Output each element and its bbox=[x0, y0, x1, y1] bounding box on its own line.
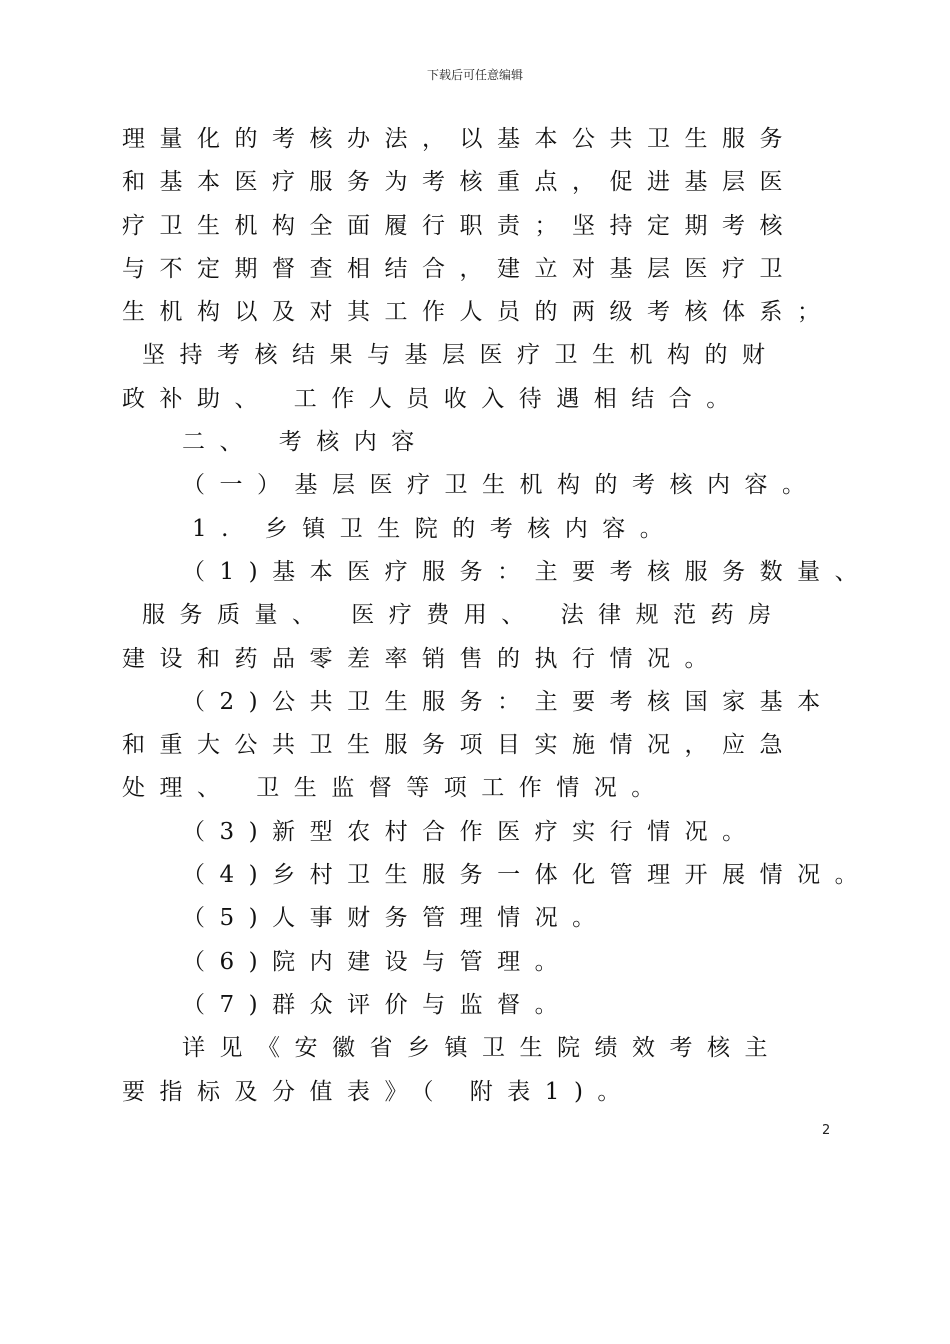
text-line: 理量化的考核办法，以基本公共卫生服务 bbox=[122, 126, 797, 152]
text-line: （5)人事财务管理情况。 bbox=[182, 905, 610, 932]
text-line: （7)群众评价与监督。 bbox=[182, 991, 573, 1018]
text-line: 和基本医疗服务为考核重点，促进基层医 bbox=[122, 169, 797, 196]
text-line: （2)公共卫生服务：主要考核国家基本 bbox=[182, 688, 835, 715]
text-line: 服务质量、 医疗费用、 法律规范药房 bbox=[142, 602, 786, 629]
text-line: 疗卫生机构全面履行职责；坚持定期考核 bbox=[122, 212, 797, 239]
page-header-note: 下载后可任意编辑 bbox=[426, 68, 523, 82]
text-line: （6)院内建设与管理。 bbox=[182, 948, 573, 975]
text-line: 政补助、 工作人员收入待遇相结合。 bbox=[122, 385, 744, 412]
text-line: （3)新型农村合作医疗实行情况。 bbox=[182, 818, 760, 845]
text-line: 与不定期督查相结合，建立对基层医疗卫 bbox=[122, 255, 797, 282]
page-number: 2 bbox=[822, 1123, 831, 1138]
text-line: 处理、 卫生监督等项工作情况。 bbox=[122, 775, 669, 802]
section-heading: 二、 考核内容 bbox=[182, 429, 429, 456]
text-line: 要指标及分值表》（ 附表1)。 bbox=[122, 1078, 635, 1105]
text-line: 坚持考核结果与基层医疗卫生机构的财 bbox=[142, 342, 780, 369]
text-line: 详见《安徽省乡镇卫生院绩效考核主 bbox=[182, 1035, 782, 1062]
document-body bbox=[122, 118, 873, 1114]
text-line: 建设和药品零差率销售的执行情况。 bbox=[122, 645, 722, 672]
item-heading: 1. 乡镇卫生院的考核内容。 bbox=[192, 515, 678, 542]
text-line: （4)乡村卫生服务一体化管理开展情况。 bbox=[182, 862, 873, 889]
text-line: 生机构以及对其工作人员的两级考核体系； bbox=[122, 299, 835, 326]
subsection-heading: （一）基层医疗卫生机构的考核内容。 bbox=[182, 472, 820, 499]
text-line: 和重大公共卫生服务项目实施情况，应急 bbox=[122, 732, 797, 759]
text-line: （1)基本医疗服务：主要考核服务数量、 bbox=[182, 558, 873, 585]
